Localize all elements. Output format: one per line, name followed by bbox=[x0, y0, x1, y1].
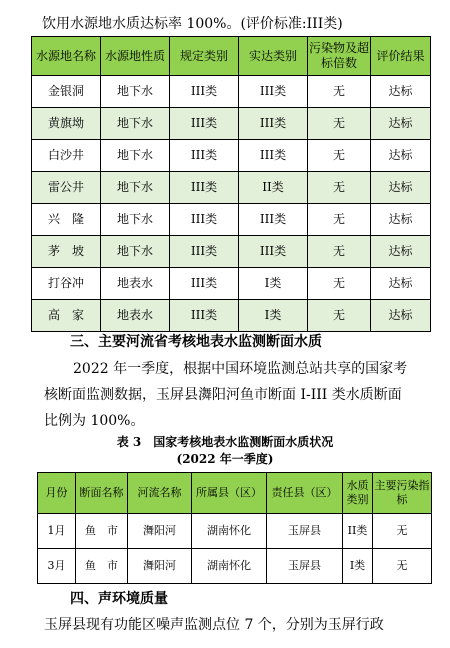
table-row bbox=[32, 300, 431, 332]
table-cell: 无 bbox=[308, 76, 371, 108]
table-cell: 鱼 市 bbox=[76, 514, 128, 549]
table-cell: I类 bbox=[239, 300, 308, 332]
table-cell: 湖南怀化 bbox=[192, 549, 267, 584]
table-cell: III类 bbox=[239, 76, 308, 108]
table-cell: 3月 bbox=[38, 549, 76, 584]
header-cell: 断面名称 bbox=[76, 473, 128, 514]
table-caption: 表 3 国家考核地表水监测断面水质状况 bbox=[116, 435, 334, 449]
table-row bbox=[32, 172, 431, 204]
table-cell: III类 bbox=[239, 204, 308, 236]
header-cell: 所属县（区） bbox=[192, 473, 267, 514]
table-row bbox=[38, 514, 432, 549]
table-cell: III类 bbox=[170, 172, 239, 204]
table-cell: 地下水 bbox=[101, 172, 170, 204]
table-cell: 黄旗坳 bbox=[32, 108, 101, 140]
section-heading-noise: 四、声环境质量 bbox=[70, 591, 168, 607]
table-cell: 金银洞 bbox=[32, 76, 101, 108]
table-cell: 兴 隆 bbox=[32, 204, 101, 236]
table-cell: I类 bbox=[343, 549, 373, 584]
table-cell: 达标 bbox=[371, 108, 431, 140]
table-cell: 㵲阳河 bbox=[128, 549, 192, 584]
header-cell: 水质类别 bbox=[343, 473, 373, 514]
table-cell: 无 bbox=[373, 549, 432, 584]
table-cell: 白沙井 bbox=[32, 140, 101, 172]
header-cell: 污染物及超标倍数 bbox=[308, 37, 371, 76]
table-header-row bbox=[38, 473, 432, 514]
table-row bbox=[32, 108, 431, 140]
table-cell: III类 bbox=[170, 108, 239, 140]
header-cell: 评价结果 bbox=[371, 37, 431, 76]
surface-water-section-table bbox=[37, 472, 432, 584]
table-cell: 达标 bbox=[371, 140, 431, 172]
table-cell: 湖南怀化 bbox=[192, 514, 267, 549]
table-subcaption: (2022 年一季度) bbox=[176, 452, 274, 466]
table-cell: 地表水 bbox=[101, 268, 170, 300]
table-row bbox=[38, 549, 432, 584]
table-cell: 无 bbox=[373, 514, 432, 549]
table-cell: 达标 bbox=[371, 268, 431, 300]
table-cell: I类 bbox=[239, 268, 308, 300]
table-cell: 地下水 bbox=[101, 140, 170, 172]
table-cell: III类 bbox=[239, 236, 308, 268]
table-cell: 地下水 bbox=[101, 76, 170, 108]
table-cell: 达标 bbox=[371, 204, 431, 236]
table-cell: III类 bbox=[170, 76, 239, 108]
table-cell: 鱼 市 bbox=[76, 549, 128, 584]
table-cell: 㵲阳河 bbox=[128, 514, 192, 549]
table-cell: 1月 bbox=[38, 514, 76, 549]
table-cell: III类 bbox=[170, 268, 239, 300]
table-header-row bbox=[32, 37, 431, 76]
header-cell: 责任县（区） bbox=[267, 473, 343, 514]
table-row bbox=[32, 268, 431, 300]
table-cell: 地表水 bbox=[101, 300, 170, 332]
table-cell: 玉屏县 bbox=[267, 514, 343, 549]
header-cell: 河流名称 bbox=[128, 473, 192, 514]
table-row bbox=[32, 204, 431, 236]
table-cell: 玉屏县 bbox=[267, 549, 343, 584]
table-cell: 无 bbox=[308, 172, 371, 204]
paragraph-line: 比例为 100%。 bbox=[44, 413, 145, 429]
intro-line: 饮用水源地水质达标率 100%。(评价标准:III类) bbox=[42, 16, 343, 32]
paragraph-line: 2022 年一季度，根据中国环境监测总站共享的国家考 bbox=[73, 361, 408, 377]
header-cell: 水源地性质 bbox=[101, 37, 170, 76]
table-cell: 达标 bbox=[371, 172, 431, 204]
table-row bbox=[32, 236, 431, 268]
table-cell: 高 家 bbox=[32, 300, 101, 332]
table-cell: 无 bbox=[308, 268, 371, 300]
table-cell: 雷公井 bbox=[32, 172, 101, 204]
table-cell: 无 bbox=[308, 108, 371, 140]
table-cell: 无 bbox=[308, 300, 371, 332]
table-cell: III类 bbox=[170, 204, 239, 236]
paragraph-line: 玉屏县现有功能区噪声监测点位 7 个，分别为玉屏行政 bbox=[44, 617, 384, 633]
table-cell: 地下水 bbox=[101, 204, 170, 236]
paragraph-line: 核断面监测数据，玉屏县㵲阳河鱼市断面 I-III 类水质断面 bbox=[44, 387, 402, 403]
table-row bbox=[32, 140, 431, 172]
table-cell: 无 bbox=[308, 140, 371, 172]
header-cell: 月份 bbox=[38, 473, 76, 514]
table-row bbox=[32, 76, 431, 108]
water-source-table bbox=[31, 36, 431, 332]
table-cell: III类 bbox=[239, 140, 308, 172]
table-cell: 无 bbox=[308, 236, 371, 268]
header-cell: 实达类别 bbox=[239, 37, 308, 76]
table-cell: III类 bbox=[170, 236, 239, 268]
table-cell: 地下水 bbox=[101, 108, 170, 140]
table-cell: 打谷冲 bbox=[32, 268, 101, 300]
header-cell: 主要污染指标 bbox=[373, 473, 432, 514]
table-cell: II类 bbox=[343, 514, 373, 549]
table-cell: 无 bbox=[308, 204, 371, 236]
table-cell: 达标 bbox=[371, 76, 431, 108]
table-cell: III类 bbox=[170, 300, 239, 332]
table-cell: III类 bbox=[239, 108, 308, 140]
table-cell: 达标 bbox=[371, 236, 431, 268]
table-cell: 达标 bbox=[371, 300, 431, 332]
section-heading-rivers: 三、主要河流省考核地表水监测断面水质 bbox=[70, 334, 322, 350]
table-cell: 地下水 bbox=[101, 236, 170, 268]
table-cell: III类 bbox=[170, 140, 239, 172]
header-cell: 规定类别 bbox=[170, 37, 239, 76]
table-cell: 茅 坡 bbox=[32, 236, 101, 268]
table-cell: II类 bbox=[239, 172, 308, 204]
header-cell: 水源地名称 bbox=[32, 37, 101, 76]
